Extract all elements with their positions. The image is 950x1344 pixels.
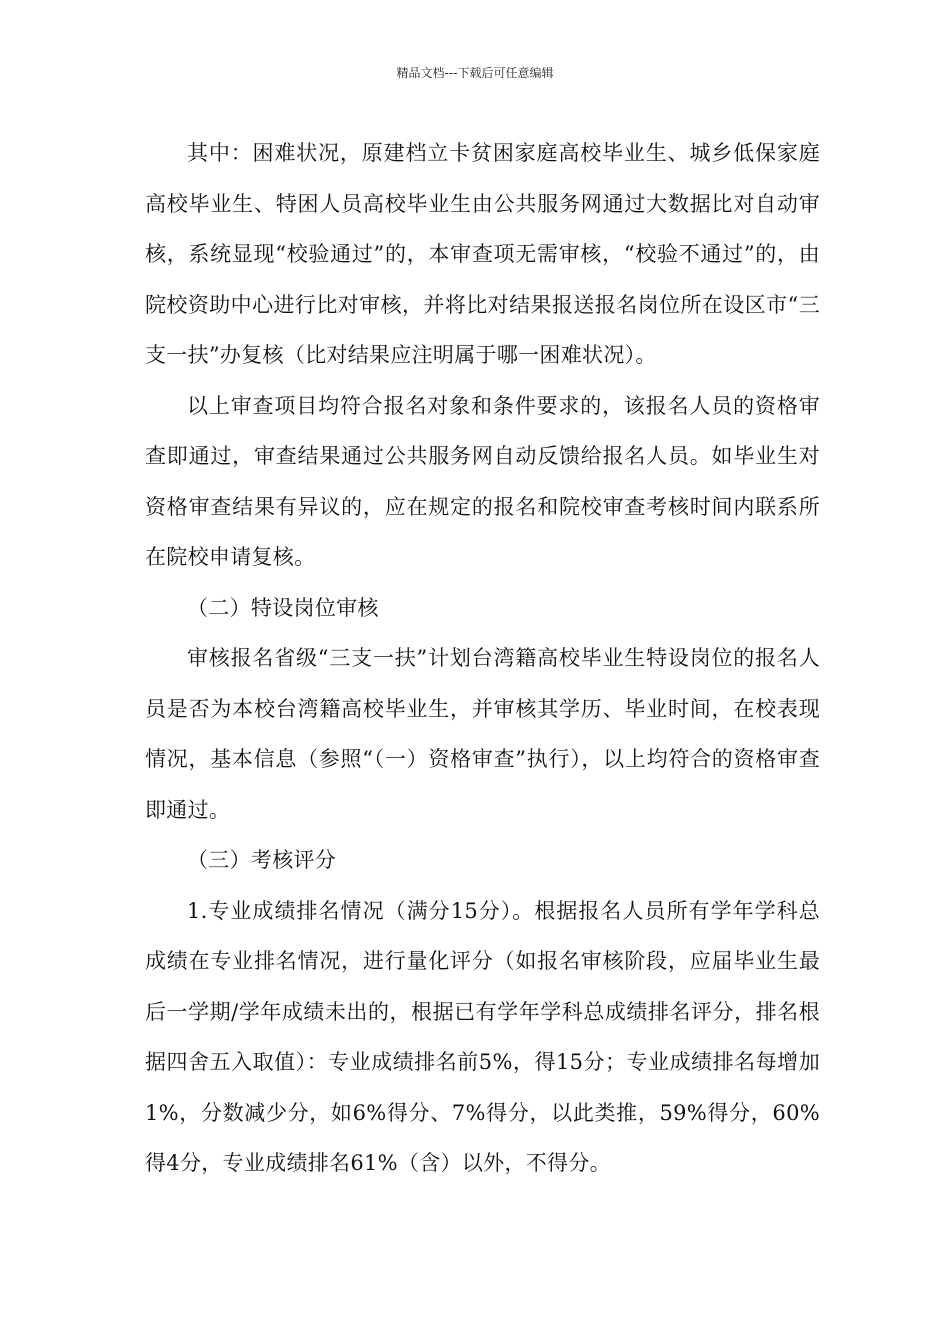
page-header: 精品文档---下载后可任意编辑 xyxy=(396,66,554,80)
section-heading-assessment: （三）考核评分 xyxy=(187,848,337,872)
paragraph-ranking-score: 1.专业成绩排名情况（满分15分）。根据报名人员所有学年学科总成绩在专业排名情况，进行量化评分（如报名审核阶段，应届毕业生最后一学期/学年成绩未出的，根据已有学年学科总成绩排名评分，排名根据四舍五入取值）：专业成绩排名前5%，得15分；专业成绩排名每增加1%，分数减少分，如6%得分、7%得分，以此类推，59%得分，60%得4分，专业成绩排名61%（含）以外，不得分。 xyxy=(145,898,820,1175)
paragraph-review-result: 以上审查项目均符合报名对象和条件要求的，该报名人员的资格审查即通过，审查结果通过公共服务网自动反馈给报名人员。如毕业生对资格审查结果有异议的，应在规定的报名和院校审查考核时间内联系所在院校申请复核。 xyxy=(145,393,820,569)
paragraph-special-post: 审核报名省级“三支一扶”计划台湾籍高校毕业生特设岗位的报名人员是否为本校台湾籍高校毕业生，并审核其学历、毕业时间，在校表现情况，基本信息（参照“（一）资格审查”执行），以上均符合的资格审查即通过。 xyxy=(145,646,820,822)
document-body xyxy=(145,128,820,1189)
paragraph-difficulty-status: 其中：困难状况，原建档立卡贫困家庭高校毕业生、城乡低保家庭高校毕业生、特困人员高校毕业生由公共服务网通过大数据比对自动审核，系统显现“校验通过”的，本审查项无需审核，“校验不通过”的，由院校资助中心进行比对审核，并将比对结果报送报名岗位所在设区市“三支一扶”办复核（比对结果应注明属于哪一困难状况）。 xyxy=(145,141,820,367)
section-heading-special-post: （二）特设岗位审核 xyxy=(187,595,379,620)
